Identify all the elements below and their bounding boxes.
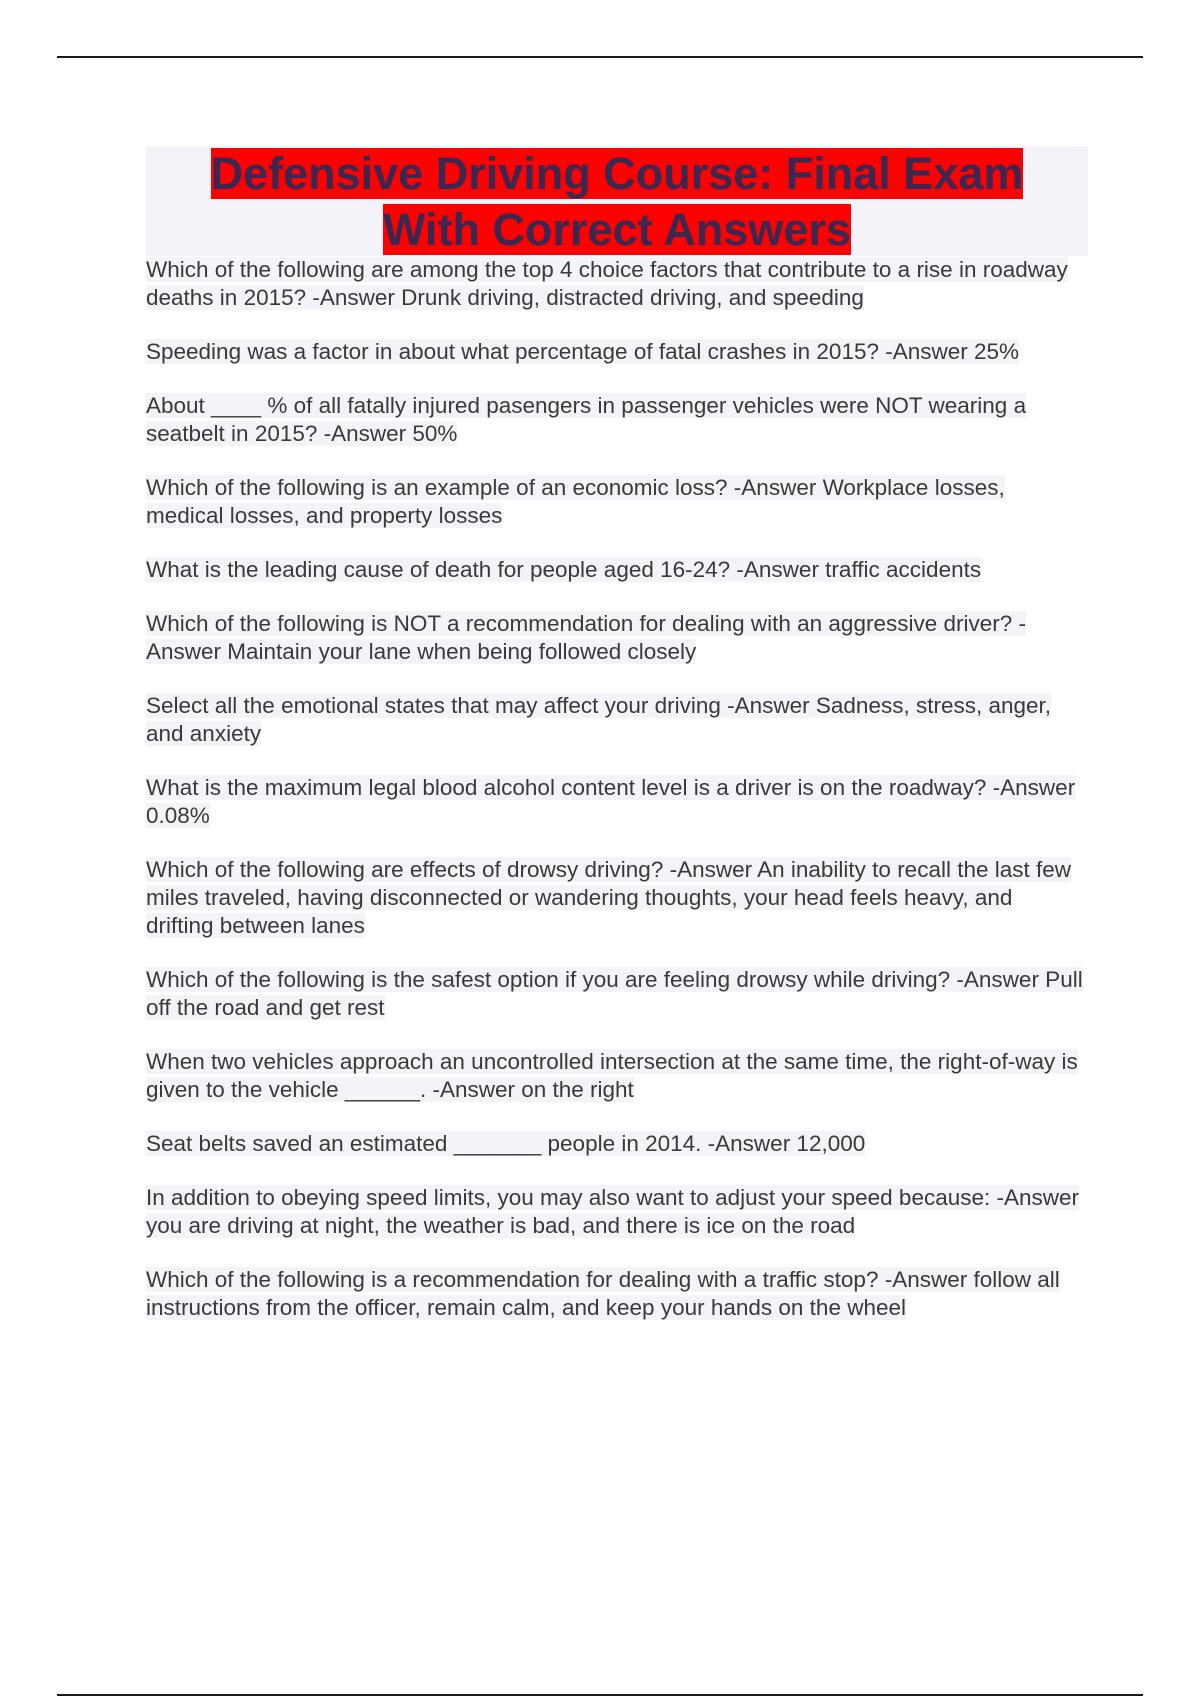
qa-item: Select all the emotional states that may affect your driving -Answer Sadness, stress, anger, and anxiety: [146, 693, 1052, 746]
qa-item: Which of the following is the safest option if you are feeling drowsy while driving? -Answer Pull off the road and get rest: [146, 967, 1083, 1020]
qa-item: Speeding was a factor in about what percentage of fatal crashes in 2015? -Answer 25%: [146, 339, 1020, 364]
document-title: [146, 146, 1088, 256]
qa-list: [146, 256, 1086, 1348]
qa-item: Which of the following is an example of an economic loss? -Answer Workplace losses, medical losses, and property losses: [146, 475, 1005, 528]
title-line-2: With Correct Answers: [382, 204, 852, 255]
qa-item: In addition to obeying speed limits, you may also want to adjust your speed because: -Answer you are driving at night, the weather is bad, and there is ice on the road: [146, 1185, 1080, 1238]
qa-item: About ____ % of all fatally injured pasengers in passenger vehicles were NOT wearing a seatbelt in 2015? -Answer 50%: [146, 393, 1027, 446]
qa-item: Which of the following is NOT a recommendation for dealing with an aggressive driver? -Answer Maintain your lane when being followed closely: [146, 611, 1026, 664]
qa-item: What is the leading cause of death for people aged 16-24? -Answer traffic accidents: [146, 557, 982, 582]
qa-item: When two vehicles approach an uncontrolled intersection at the same time, the right-of-way is given to the vehicle ______. -Answer on the right: [146, 1049, 1078, 1102]
bottom-rule: [57, 1694, 1143, 1696]
qa-item: Which of the following are among the top 4 choice factors that contribute to a rise in roadway deaths in 2015? -Answer Drunk driving, distracted driving, and speeding: [146, 257, 1068, 310]
qa-item: Which of the following are effects of drowsy driving? -Answer An inability to recall the last few miles traveled, having disconnected or wandering thoughts, your head feels heavy, and drifting between lanes: [146, 857, 1072, 938]
top-rule: [57, 56, 1143, 58]
qa-item: Which of the following is a recommendation for dealing with a traffic stop? -Answer follow all instructions from the officer, remain calm, and keep your hands on the wheel: [146, 1267, 1060, 1320]
qa-item: What is the maximum legal blood alcohol content level is a driver is on the roadway? -Answer 0.08%: [146, 775, 1076, 828]
title-line-1: Defensive Driving Course: Final Exam: [210, 148, 1024, 199]
qa-item: Seat belts saved an estimated _______ people in 2014. -Answer 12,000: [146, 1131, 866, 1156]
